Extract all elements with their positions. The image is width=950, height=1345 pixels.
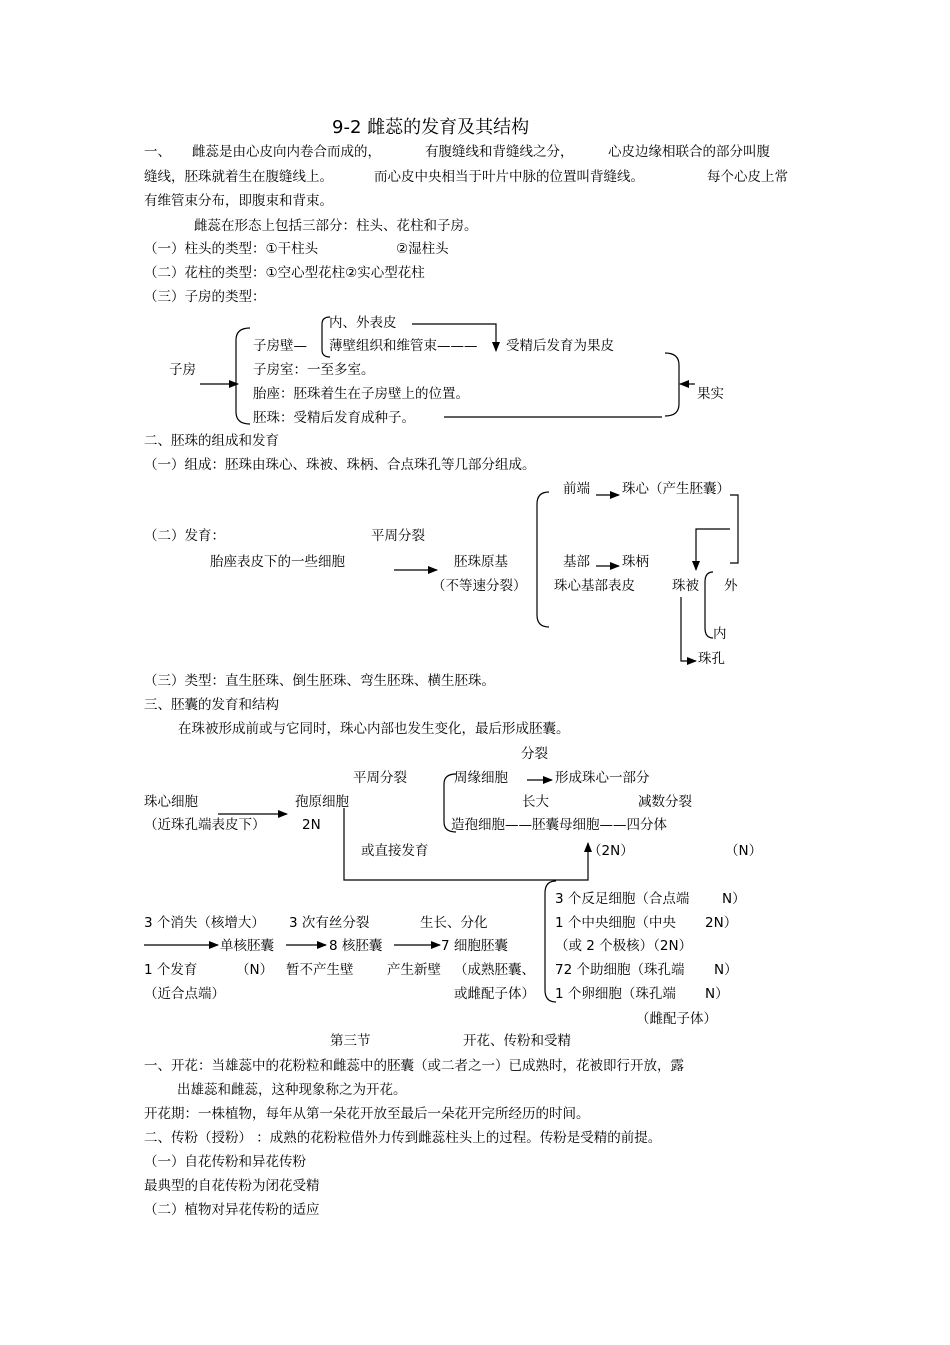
- egg-cell: 1 个卵细胞（珠孔端: [555, 986, 676, 1002]
- fruit-label: 果实: [697, 386, 724, 402]
- micropyle: 珠孔: [698, 651, 725, 667]
- polar-nuclei: （或 2 个极核）（2N）: [555, 938, 693, 954]
- central-cell: 1 个中央细胞（中央: [555, 915, 676, 931]
- synergids: 72 个助细胞（珠孔端: [555, 962, 685, 978]
- parietal-cell: 周缘细胞: [454, 770, 508, 786]
- parenchyma: 薄壁组织和维管束———: [329, 338, 478, 354]
- intro-line1-b: 雌蕊是由心皮向内卷合而成的，: [192, 144, 381, 160]
- female-gametophyte: （雌配子体）: [636, 1011, 717, 1027]
- three-mitosis: 3 次有丝分裂: [289, 915, 370, 931]
- nucellus: 珠心（产生胚囊）: [622, 481, 730, 497]
- integument-brace: [705, 572, 713, 638]
- ovary-types: （三）子房的类型：: [144, 289, 266, 305]
- ovary-wall: 子房壁—: [253, 338, 307, 354]
- ovule-types: （三）类型：直生胚珠、倒生胚珠、弯生胚珠、横生胚珠。: [144, 673, 495, 689]
- placenta: 胎座：胚珠着生在子房壁上的位置。: [253, 386, 469, 402]
- ovary-brace: [236, 328, 250, 424]
- fruit-brace: [665, 353, 679, 416]
- part-of-nucellus: 形成珠心一部分: [555, 770, 650, 786]
- sec2-heading: 二、胚珠的组成和发育: [144, 433, 279, 449]
- mature-sac: （成熟胚囊、: [454, 962, 535, 978]
- central-ploidy: 2N）: [705, 915, 738, 931]
- divide-label: 分裂: [521, 746, 548, 762]
- nucellus-base-epidermis: 珠心基部表皮: [554, 578, 635, 594]
- antipodal-ploidy: N）: [722, 891, 746, 907]
- intro-line1-a: 一、: [144, 144, 171, 160]
- synergid-ploidy: N）: [714, 962, 738, 978]
- intro-line1-c: 有腹缝线和背缝线之分，: [425, 144, 574, 160]
- intro-line3: 有维管束分布，即腹束和背束。: [144, 193, 333, 209]
- cleistogamy: 最典型的自花传粉为闭花受精: [144, 1178, 320, 1194]
- placenta-cells: 胎座表皮下的一些细胞: [210, 554, 345, 570]
- seven-celled-sac: 7 细胞胚囊: [441, 938, 508, 954]
- self-cross-pollination: （一）自花传粉和异花传粉: [144, 1154, 306, 1170]
- ovule-primordium: 胚珠原基: [454, 554, 508, 570]
- section-title: 开花、传粉和受精: [463, 1033, 571, 1049]
- cross-pollination-adaptation: （二）植物对异花传粉的适应: [144, 1202, 320, 1218]
- antipodal-cells: 3 个反足细胞（合点端: [555, 891, 690, 907]
- meiosis-label: 减数分裂: [638, 794, 692, 810]
- near-micropyle: （近珠孔端表皮下）: [144, 817, 266, 833]
- micropyle-arrow: [681, 597, 696, 661]
- sec3-heading: 三、胚囊的发育和结构: [144, 697, 279, 713]
- pollination-def: 二、传粉（授粉） ：成熟的花粉粒借外力传到雌蕊柱头上的过程。传粉是受精的前提。: [144, 1130, 662, 1146]
- page-title: 9-2 雌蕊的发育及其结构: [332, 117, 530, 138]
- ovule-composition: （一）组成：胚珠由珠心、珠被、珠柄、合点珠孔等几部分组成。: [144, 457, 536, 473]
- growth-differentiation: 生长、分化: [420, 915, 488, 931]
- tetrad-n: （N）: [725, 843, 763, 859]
- no-wall: 暂不产生壁: [286, 962, 354, 978]
- stigma-types-a: （一）柱头的类型：①干柱头: [144, 241, 319, 257]
- flowering-line2: 出雄蕊和雌蕊，这种现象称之为开花。: [177, 1082, 407, 1098]
- direct-develop: 或直接发育: [361, 843, 429, 859]
- intro-line4: 雌蕊在形态上包括三部分：柱头、花柱和子房。: [194, 218, 478, 234]
- inner-integument: 内: [713, 626, 727, 642]
- ovule-note: 胚珠：受精后发育成种子。: [253, 410, 415, 426]
- nucellus-to-integument: [696, 529, 730, 570]
- intro-line1-d: 心皮边缘相联合的部分叫腹: [608, 144, 770, 160]
- dev-label: （二）发育：: [144, 528, 225, 544]
- intro-line2-a: 缝线，胚珠就着生在腹缝线上。: [144, 169, 333, 185]
- flowering-period: 开花期：一株植物，每年从第一朵花开放至最后一朵花开完所经历的时间。: [144, 1106, 590, 1122]
- nucellus-cell: 珠心细胞: [144, 794, 198, 810]
- megaspore-n: （N）: [236, 962, 274, 978]
- intro-line2-c: 每个心皮上常: [707, 169, 788, 185]
- base-part: 基部: [563, 554, 590, 570]
- grow-label: 长大: [522, 794, 549, 810]
- one-develops: 1 个发育: [144, 962, 198, 978]
- intro-line2-b: 而心皮中央相当于叶片中脉的位置叫背缝线。: [374, 169, 644, 185]
- new-wall: 产生新壁: [387, 962, 441, 978]
- funicle: 珠柄: [622, 554, 649, 570]
- three-vanish: 3 个消失（核增大）: [144, 915, 265, 931]
- uninucleate-sac: 单核胚囊: [220, 938, 274, 954]
- section-number: 第三节: [330, 1033, 371, 1049]
- outer-integument: 外: [724, 578, 738, 594]
- near-chalaza: （近合点端）: [144, 986, 225, 1002]
- style-types: （二）花柱的类型：①空心型花柱②实心型花柱: [144, 265, 425, 281]
- mother-cell-2n: （2N）: [588, 843, 634, 859]
- eight-nucleate-sac: 8 核胚囊: [329, 938, 383, 954]
- epidermis: 内、外表皮: [329, 315, 397, 331]
- archesporial-cell: 孢原细胞: [295, 794, 349, 810]
- ovary-label: 子房: [169, 362, 196, 378]
- flowering-line1: 一、开花：当雄蕊中的花粉粒和雌蕊中的胚囊（或二者之一）已成熟时，花被即行开放，露: [144, 1058, 684, 1074]
- archesporial-2n: 2N: [302, 817, 321, 833]
- egg-ploidy: N）: [705, 986, 729, 1002]
- nucellus-brace: [730, 495, 738, 563]
- unequal-division: （不等速分裂）: [432, 578, 527, 594]
- sporogenous-chain: 造孢细胞——胚囊母细胞——四分体: [451, 817, 667, 833]
- pericarp: 受精后发育为果皮: [506, 338, 614, 354]
- front-end: 前端: [563, 481, 590, 497]
- locule: 子房室：一至多室。: [253, 362, 375, 378]
- sec3-intro: 在珠被形成前或与它同时，珠心内部也发生变化，最后形成胚囊。: [178, 721, 570, 737]
- stigma-types-b: ②湿柱头: [396, 241, 449, 257]
- integument: 珠被: [672, 578, 699, 594]
- periclinal-1: 平周分裂: [371, 528, 425, 544]
- primordium-brace: [537, 492, 549, 627]
- or-female-gametophyte: 或雌配子体）: [454, 986, 535, 1002]
- periclinal-2: 平周分裂: [353, 770, 407, 786]
